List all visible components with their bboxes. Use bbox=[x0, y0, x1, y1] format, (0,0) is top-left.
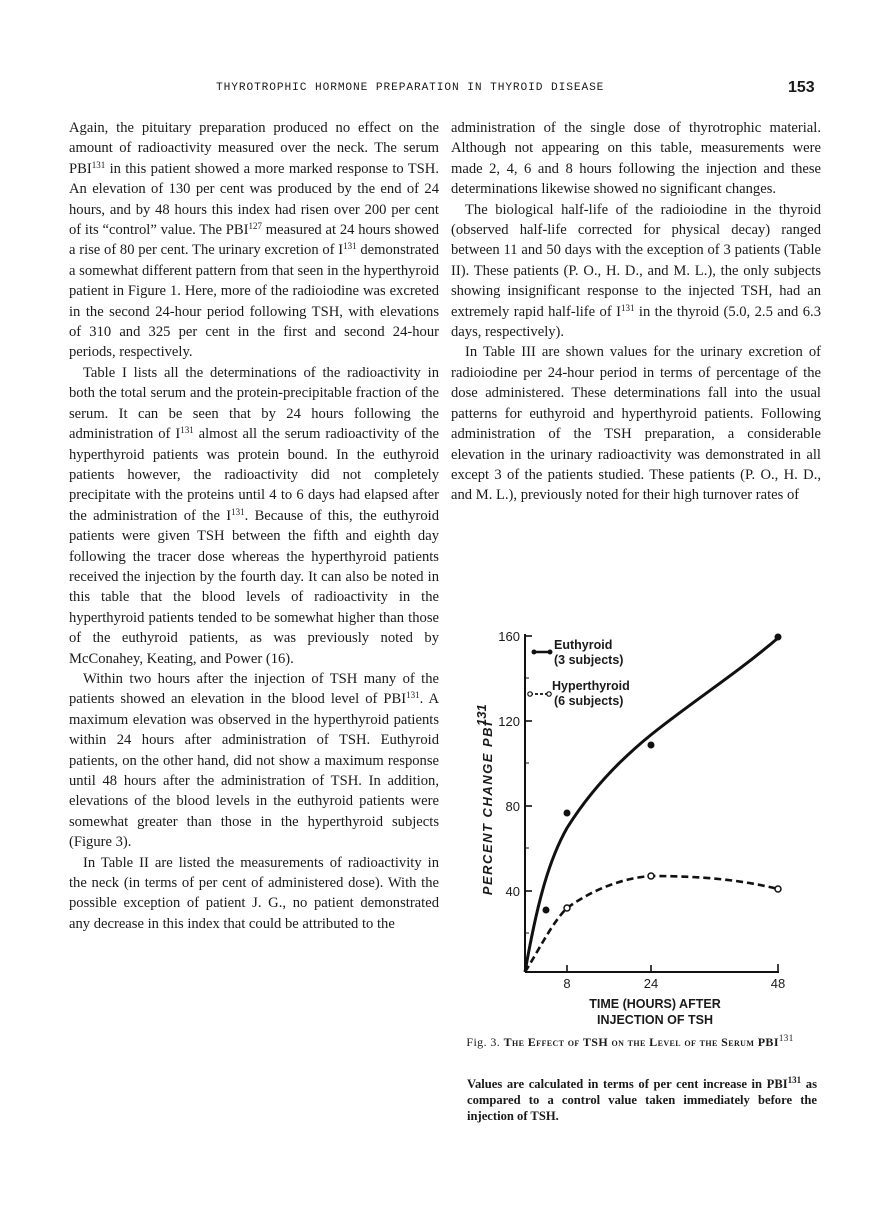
y-axis-label bbox=[474, 704, 495, 895]
svg-text:(6 subjects): (6 subjects) bbox=[554, 694, 624, 708]
right-column bbox=[451, 118, 821, 506]
svg-text:131: 131 bbox=[474, 704, 489, 726]
paragraph: The biological half-life of the radioiodine in the thyroid (observed half-life corrected for physical decay) ranged between 11 and 50 days with the exception of 3 patients (Table II). These patients (P. O., H. D., and M. L.), the only subjects showing insignificant response to the injected TSH, had an extremely rapid half-life of $I^{131}$ in the thyroid (5.0, 2.5 and 6.3 days, respectively). bbox=[451, 201, 821, 341]
legend-euthyroid bbox=[532, 638, 624, 667]
x-axis-title: TIME (HOURS) AFTER INJECTION OF TSH bbox=[589, 997, 721, 1027]
running-head: THYROTROPHIC HORMONE PREPARATION IN THYROID DISEASE bbox=[216, 82, 605, 94]
x-tick-label: 48 bbox=[770, 976, 786, 991]
hyperthyroid-curve bbox=[525, 876, 778, 972]
legend bbox=[528, 638, 630, 708]
legend-hyperthyroid bbox=[528, 679, 630, 708]
x-ticks bbox=[567, 964, 778, 972]
paragraph: Within two hours after the injection of TSH many of the patients showed an elevation in the blood level of PBI$^{131}$. A maximum elevation was observed in the hyperthyroid patients within 24 hours after administration of TSH. Euthyroid patients, on the other hand, did not show a maximum response until 48 hours after the administration of TSH. In addition, elevations of the blood levels in the euthyroid patients were somewhat greater than those in the hyperthyroid subjects (Figure 3). bbox=[69, 670, 439, 851]
x-tick-label: 24 bbox=[643, 976, 659, 991]
left-column bbox=[69, 118, 439, 934]
paragraph: In Table II are listed the measurements of radioactivity in the neck (in terms of per cent of administered dose). With the possible exception of patient J. G., no patient demonstrated any decrease in this index that could be attributed to the bbox=[69, 854, 439, 932]
figure-caption: Fig. 3. The Effect of TSH on the Level of the Serum PBI$^{131}$ bbox=[466, 1033, 794, 1049]
y-tick-label: 80 bbox=[505, 799, 520, 814]
figure-note: Values are calculated in terms of per cent increase in PBI$^{131}$ as compared to a control value taken immediately before the injection of TSH. bbox=[467, 1075, 817, 1123]
euthyroid-points bbox=[543, 634, 782, 914]
y-tick-label: 40 bbox=[505, 884, 520, 899]
paragraph: Again, the pituitary preparation produced no effect on the amount of radioactivity measured over the neck. The serum PBI$^{131}$ in this patient showed a more marked response to TSH. An elevation of 130 per cent was produced by the end of 24 hours, and by 48 hours this index had risen over 200 per cent of its “control” value. The PBI$^{127}$ measured at 24 hours showed a rise of 80 per cent. The urinary excretion of $I^{131}$ demonstrated a somewhat different pattern from that seen in the hyperthyroid patient in Figure 1. Here, more of the radioiodine was excreted in the second 24-hour period following TSH, with elevations of 310 and 325 per cent in the first and second 24-hour periods, respectively. bbox=[69, 120, 439, 361]
paragraph: administration of the single dose of thyrotrophic material. Although not appearing on this table, measurements were made 2, 4, 6 and 8 hours following the injection and these determinations likewise showed no significant changes. bbox=[451, 120, 821, 198]
paragraph: In Table III are shown values for the urinary excretion of radioiodine per 24-hour period in terms of percentage of the dose administered. These determinations fall into the usual patterns for euthyroid and hyperthyroid patients. Following administration of the TSH preparation, a considerable elevation in the urinary radioactivity was demonstrated in all except 3 of the patients studied. These patients (P. O., H. D., and M. L.), previously noted for their high turnover rates of bbox=[451, 344, 821, 504]
y-ticks bbox=[525, 636, 532, 933]
y-tick-label: 160 bbox=[498, 629, 520, 644]
svg-text:Euthyroid: Euthyroid bbox=[554, 638, 613, 652]
svg-text:PERCENT CHANGE PBI: PERCENT CHANGE PBI bbox=[480, 720, 495, 896]
svg-text:(3 subjects): (3 subjects) bbox=[554, 653, 624, 667]
figure-3-chart bbox=[472, 628, 802, 1028]
svg-text:Hyperthyroid: Hyperthyroid bbox=[552, 679, 630, 693]
y-tick-label: 120 bbox=[498, 714, 520, 729]
page-number: 153 bbox=[788, 79, 815, 96]
line-chart bbox=[472, 628, 802, 998]
paragraph: Table I lists all the determinations of the radioactivity in both the total serum and the protein-precipitable fraction of the serum. It can be seen that by 24 hours following the administration of $I^{131}$ almost all the serum radioactivity of the hyperthyroid patients was protein bound. In the euthyroid patients however, the radioactivity did not completely precipitate with the proteins until 4 to 6 days had elapsed after the administration of the $I^{131}$. Because of this, the euthyroid patients were given TSH between the fifth and eighth day following the tracer dose whereas the hyperthyroid patients received the injection by the fourth day. It can also be noted in this table that the blood levels of radioactivity in the hyperthyroid patients tended to be somewhat higher than those of the euthyroid patients, as was previously noted by McConahey, Keating, and Power (16). bbox=[69, 364, 439, 667]
x-tick-label: 8 bbox=[563, 976, 571, 991]
